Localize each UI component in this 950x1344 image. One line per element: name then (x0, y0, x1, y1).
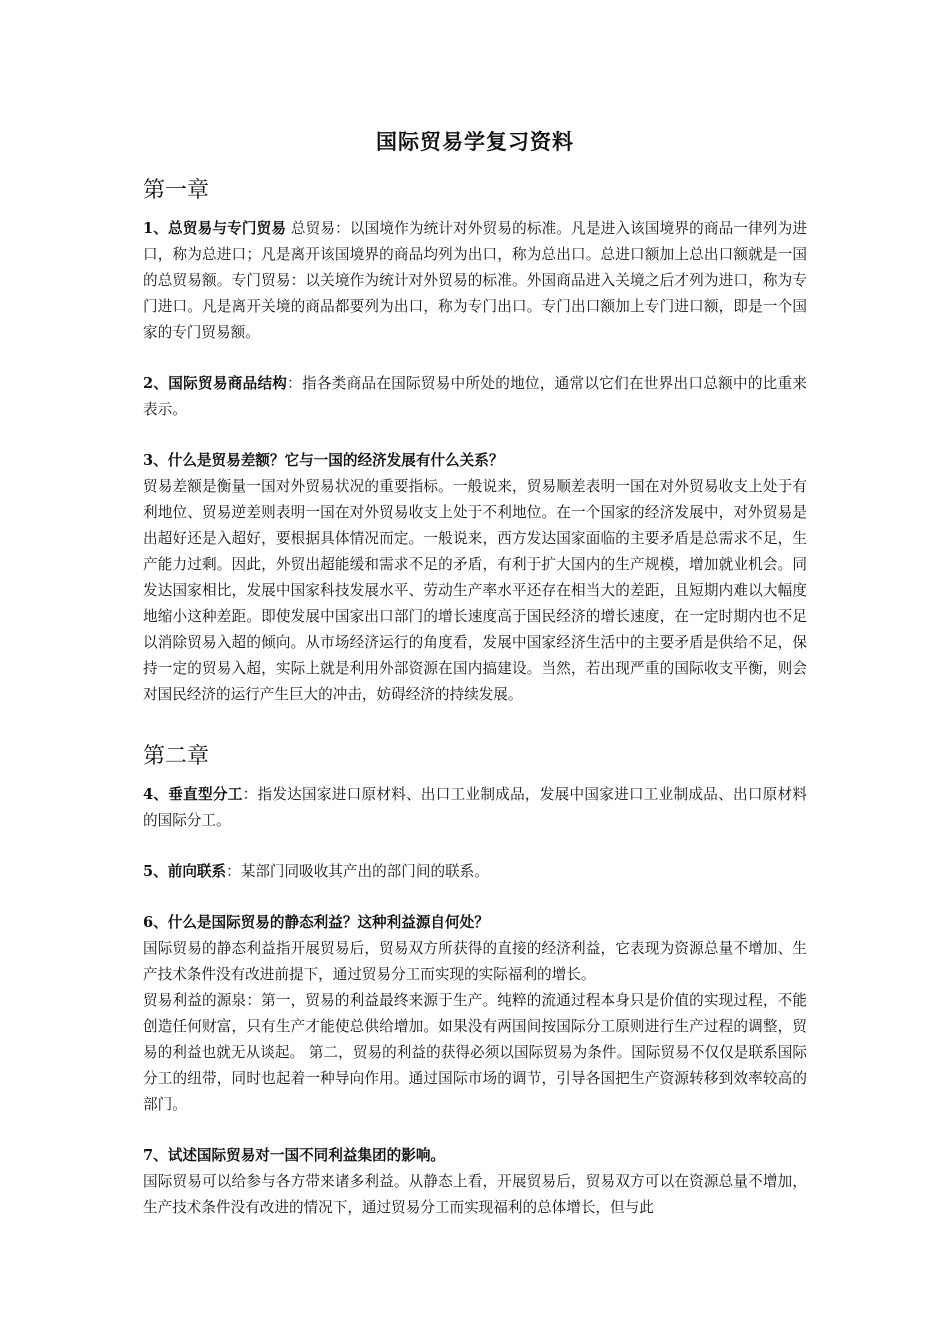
answer-paragraph: 国际贸易可以给参与各方带来诸多利益。从静态上看，开展贸易后，贸易双方可以在资源总量不增加，生产技术条件没有改进的情况下，通过贸易分工而实现福利的总体增长，但与此 (143, 1173, 807, 1216)
definition-term: 5、前向联系 (143, 863, 227, 880)
answer-paragraph: 贸易利益的源泉：第一，贸易的利益最终来源于生产。纯粹的流通过程本身只是价值的实现过程，不能创造任何财富，只有生产才能使总供给增加。如果没有两国间按国际分工原则进行生产过程的调整，贸易的利益也就无从谈起。 第二，贸易的利益的获得必须以国际贸易为条件。国际贸易不仅仅是联系国际分工的纽带，同时也起着一种导向作用。通过国际市场的调节，引导各国把生产资源转移到效率较高的部门。 (143, 992, 807, 1113)
chapter-heading: 第二章 (143, 744, 210, 769)
definition-item (143, 371, 807, 423)
definition-item (143, 782, 807, 834)
chapter-heading: 第一章 (143, 178, 210, 203)
question-heading: 3、什么是贸易差额？它与一国的经济发展有什么关系？ (143, 452, 504, 469)
question-heading: 6、什么是国际贸易的静态利益？这种利益源自何处？ (143, 914, 489, 931)
answer-paragraph: 国际贸易的静态利益指开展贸易后，贸易双方所获得的直接的经济利益，它表现为资源总量不增加、生产技术条件没有改进前提下，通过贸易分工而实现的实际福利的增长。 (143, 940, 807, 983)
definition-text: ：指各类商品在国际贸易中所处的地位，通常以它们在世界出口总额中的比重来表示。 (143, 375, 807, 418)
document-title: 国际贸易学复习资料 (376, 130, 574, 154)
definition-paragraph (143, 782, 807, 834)
definition-paragraph (143, 859, 807, 885)
definition-paragraph (143, 216, 807, 346)
definition-paragraph (143, 371, 807, 423)
question-item (143, 1143, 807, 1221)
definition-item (143, 859, 807, 885)
answer-paragraph: 贸易差额是衡量一国对外贸易状况的重要指标。一般说来，贸易顺差表明一国在对外贸易收支上处于有利地位、贸易逆差则表明一国在对外贸易收支上处于不利地位。在一个国家的经济发展中，对外贸易是出超好还是入超好，要根据具体情况而定。一般说来，西方发达国家面临的主要矛盾是总需求不足，生产能力过剩。因此，外贸出超能缓和需求不足的矛盾，有利于扩大国内的生产规模，增加就业机会。同发达国家相比，发展中国家科技发展水平、劳动生产率水平还存在相当大的差距，且短期内难以大幅度地缩小这种差距。即使发展中国家出口部门的增长速度高于国民经济的增长速度，在一定时期内也不足以消除贸易入超的倾向。从市场经济运行的角度看，发展中国家经济生活中的主要矛盾是供给不足，保持一定的贸易入超，实际上就是利用外部资源在国内搞建设。当然，若出现严重的国际收支平衡，则会对国民经济的运行产生巨大的冲击，妨碍经济的持续发展。 (143, 478, 807, 703)
definition-term: 2、国际贸易商品结构 (143, 375, 288, 392)
question-heading: 7、试述国际贸易对一国不同利益集团的影响。 (143, 1147, 446, 1164)
definition-term: 1、总贸易与专门贸易 (143, 220, 287, 237)
question-item (143, 448, 807, 708)
definition-term: 4、垂直型分工 (143, 786, 243, 803)
definition-text: ：某部门同吸收其产出的部门间的联系。 (226, 863, 489, 880)
question-item (143, 910, 807, 1118)
definition-text: 总贸易：以国境作为统计对外贸易的标准。凡是进入该国境界的商品一律列为进口，称为总进口；凡是离开该国境界的商品均列为出口，称为总出口。总进口额加上总出口额就是一国的总贸易额。专门贸易：以关境作为统计对外贸易的标准。外国商品进入关境之后才列为进口，称为专门进口。凡是离开关境的商品都要列为出口，称为专门出口。专门出口额加上专门进口额，即是一个国家的专门贸易额。 (143, 220, 807, 341)
definition-text: ：指发达国家进口原材料、出口工业制成品，发展中国家进口工业制成品、出口原材料的国际分工。 (143, 786, 808, 829)
definition-item (143, 216, 807, 346)
